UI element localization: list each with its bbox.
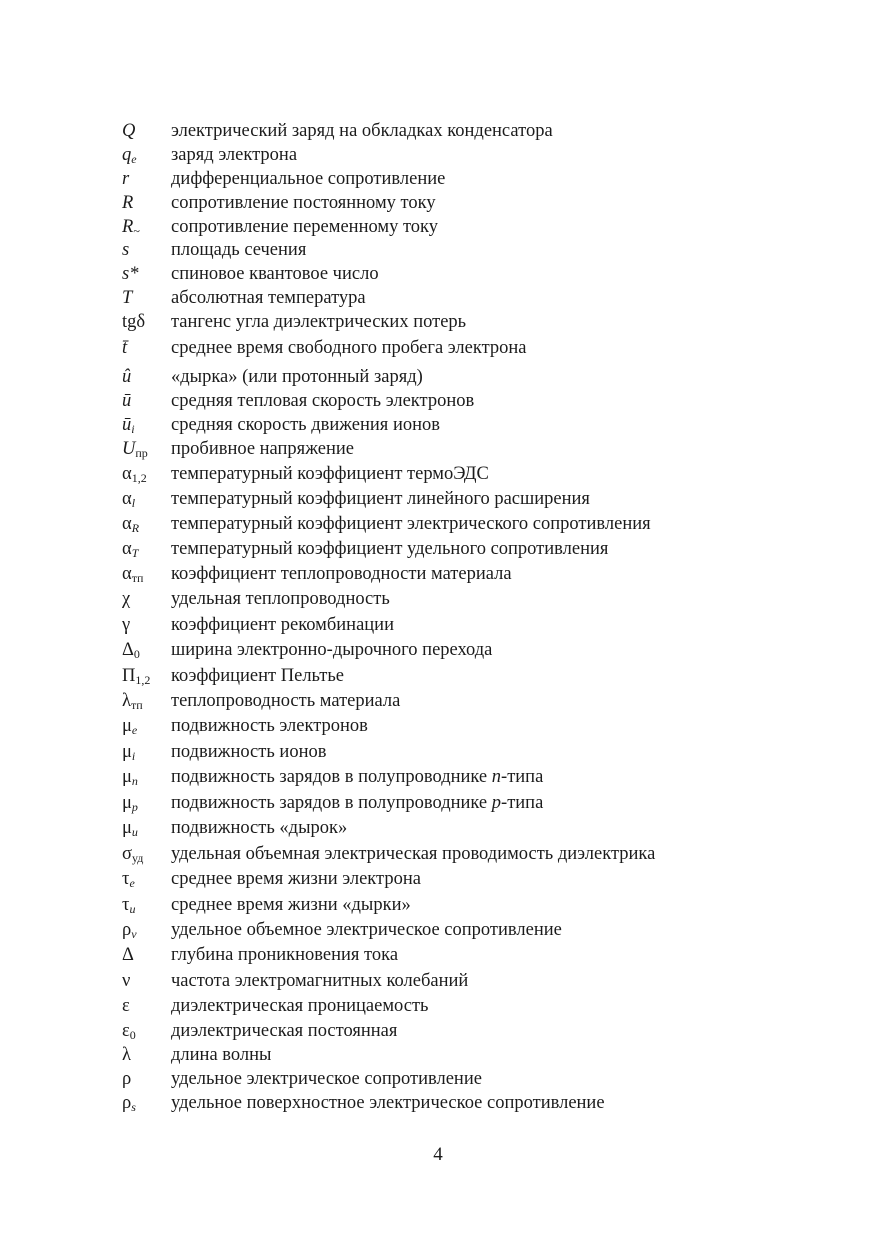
glossary-description: удельное электрическое сопротивление (171, 1069, 482, 1089)
glossary-symbol (122, 613, 130, 637)
glossary-symbol-subscript: тп (131, 571, 144, 585)
glossary-symbol (122, 842, 143, 870)
glossary-symbol-main: t̄ (122, 338, 128, 358)
glossary-description: ширина электронно-дырочного перехода (171, 640, 493, 660)
glossary-symbol (122, 487, 135, 515)
glossary-symbol-subscript: s (131, 1100, 136, 1114)
glossary-symbol-main: Δ (122, 640, 134, 660)
glossary-description: удельное поверхностное электрическое сопротивление (171, 1093, 605, 1113)
glossary-row (0, 365, 876, 389)
glossary-symbol (122, 994, 130, 1018)
glossary-row (0, 714, 876, 738)
glossary-symbol-subscript: тп (130, 698, 143, 712)
glossary-row (0, 1019, 876, 1043)
glossary-row (0, 437, 876, 461)
glossary-symbol-main: α (122, 464, 132, 484)
glossary-description: сопротивление постоянному току (171, 193, 436, 213)
glossary-symbol (122, 389, 131, 413)
glossary-row (0, 867, 876, 891)
glossary-symbol-subscript: u (129, 902, 136, 916)
glossary-row (0, 994, 876, 1018)
glossary-description: удельная объемная электрическая проводимость диэлектрика (171, 844, 656, 864)
glossary-symbol-main: τ (122, 869, 130, 889)
glossary-symbol-main: Q (122, 121, 136, 141)
glossary-symbol-main: s* (122, 264, 139, 284)
glossary-symbol-main: μ (122, 742, 132, 762)
glossary-symbol-main: r (122, 169, 130, 189)
glossary-description: температурный коэффициент линейного расширения (171, 489, 590, 509)
glossary-symbol-main: μ (122, 793, 132, 813)
glossary-symbol-main: s (122, 240, 130, 260)
glossary-row (0, 413, 876, 437)
glossary-symbol-main: ρ (122, 1069, 132, 1089)
glossary-description: заряд электрона (171, 145, 298, 165)
glossary-symbol (122, 765, 138, 793)
glossary-symbol-main: R (122, 193, 134, 213)
glossary-symbol-subscript: 0 (133, 647, 140, 661)
glossary-symbol (122, 638, 140, 666)
glossary-symbol-subscript: 1,2 (135, 673, 151, 687)
glossary-symbol-subscript: l (131, 496, 136, 510)
glossary-description: сопротивление переменному току (171, 217, 439, 237)
glossary-description: тангенс угла диэлектрических потерь (171, 312, 467, 332)
glossary-description: подвижность электронов (171, 716, 368, 736)
glossary-description: глубина проникновения тока (171, 945, 399, 965)
glossary-symbol-main: ε (122, 996, 130, 1016)
glossary-row (0, 765, 876, 789)
glossary-symbol (122, 562, 143, 590)
glossary-row (0, 1067, 876, 1091)
glossary-symbol (122, 537, 138, 565)
glossary-description: коэффициент теплопроводности материала (171, 564, 512, 584)
glossary-row (0, 191, 876, 215)
glossary-description: площадь сечения (171, 240, 307, 260)
glossary-symbol (122, 1091, 136, 1119)
glossary-symbol-subscript: T (131, 546, 139, 560)
glossary-row (0, 336, 876, 360)
glossary-row (0, 613, 876, 637)
glossary-description: подвижность зарядов в полупроводнике n-типа (171, 767, 544, 787)
glossary-row (0, 893, 876, 917)
glossary-symbol-subscript: пр (135, 446, 148, 460)
glossary-description: диэлектрическая проницаемость (171, 996, 429, 1016)
glossary-symbol (122, 918, 137, 946)
glossary-description: коэффициент рекомбинации (171, 615, 394, 635)
glossary-row (0, 512, 876, 536)
glossary-symbol-subscript: 0 (129, 1028, 136, 1042)
glossary-symbol (122, 816, 138, 844)
glossary-row (0, 943, 876, 967)
glossary-description: температурный коэффициент электрического сопротивления (171, 514, 651, 534)
glossary-symbol (122, 119, 135, 143)
glossary-symbol-main: τ (122, 895, 130, 915)
glossary-symbol-main: ū (122, 391, 132, 411)
glossary-symbol-subscript: R (131, 521, 140, 535)
glossary-description: электрический заряд на обкладках конденсатора (171, 121, 553, 141)
glossary-symbol (122, 1043, 131, 1067)
glossary-row (0, 487, 876, 511)
glossary-description: диэлектрическая постоянная (171, 1021, 398, 1041)
glossary-symbol-main: α (122, 489, 132, 509)
glossary-symbol (122, 867, 135, 895)
glossary-symbol (122, 943, 134, 967)
page-number: 4 (433, 1144, 443, 1165)
glossary-row (0, 389, 876, 413)
glossary-description: спиновое квантовое число (171, 264, 379, 284)
glossary-description: температурный коэффициент термоЭДС (171, 464, 489, 484)
glossary-description: удельная теплопроводность (171, 589, 390, 609)
glossary-symbol-main: μ (122, 818, 132, 838)
glossary-symbol-main: ū (122, 415, 132, 435)
glossary-symbol (122, 714, 137, 742)
glossary-symbol-main: μ (122, 716, 132, 736)
glossary-symbol-main: tgδ (122, 312, 146, 332)
glossary-symbol-main: ε (122, 1021, 130, 1041)
glossary-symbol-main: û (122, 367, 132, 387)
glossary-symbol (122, 336, 127, 360)
glossary-row (0, 638, 876, 662)
glossary-symbol-main: U (122, 439, 136, 459)
glossary-symbol-subscript: e (131, 152, 137, 166)
glossary-description: теплопроводность материала (171, 691, 401, 711)
glossary-symbol (122, 462, 147, 490)
glossary-symbol-main: R (122, 217, 134, 237)
glossary-row (0, 562, 876, 586)
glossary-symbol-main: T (122, 288, 133, 308)
glossary-symbol (122, 365, 131, 389)
glossary-description: среднее время жизни электрона (171, 869, 421, 889)
glossary-symbol (122, 969, 130, 993)
glossary-symbol-main: ρ (122, 920, 132, 940)
glossary-description: дифференциальное сопротивление (171, 169, 446, 189)
glossary-description: подвижность ионов (171, 742, 327, 762)
glossary-description: среднее время свободного пробега электрона (171, 338, 527, 358)
glossary-description: «дырка» (или протонный заряд) (171, 367, 423, 387)
glossary-description: подвижность зарядов в полупроводнике p-типа (171, 793, 544, 813)
glossary-row (0, 664, 876, 688)
glossary-symbol (122, 689, 143, 717)
glossary-symbol (122, 310, 145, 334)
glossary-symbol-main: λ (122, 691, 131, 711)
glossary-description: средняя тепловая скорость электронов (171, 391, 475, 411)
glossary-row (0, 1091, 876, 1115)
glossary-row (0, 462, 876, 486)
glossary-description: длина волны (171, 1045, 272, 1065)
glossary-symbol-main: П (122, 666, 136, 686)
glossary-symbol-subscript: v (131, 927, 137, 941)
glossary-symbol-main: ρ (122, 1093, 132, 1113)
glossary-symbol-main: α (122, 564, 132, 584)
glossary-description: средняя скорость движения ионов (171, 415, 440, 435)
glossary-symbol-main: λ (122, 1045, 131, 1065)
glossary-row (0, 740, 876, 764)
glossary-row (0, 791, 876, 815)
glossary-symbol (122, 191, 133, 215)
glossary-description: пробивное напряжение (171, 439, 354, 459)
glossary-symbol (122, 286, 132, 310)
glossary-row (0, 537, 876, 561)
glossary-row (0, 119, 876, 143)
glossary-symbol (122, 1067, 131, 1091)
glossary-symbol-main: ν (122, 971, 131, 991)
glossary-row (0, 969, 876, 993)
glossary-description: коэффициент Пельтье (171, 666, 345, 686)
glossary-symbol (122, 791, 138, 819)
glossary-symbol (122, 262, 138, 286)
glossary-description: температурный коэффициент удельного сопротивления (171, 539, 609, 559)
glossary-symbol-main: σ (122, 844, 132, 864)
glossary-symbol-subscript: 1,2 (131, 471, 147, 485)
glossary-row (0, 215, 876, 239)
glossary-symbol-main: q (122, 145, 132, 165)
glossary-symbol-subscript: u (131, 825, 138, 839)
glossary-description: удельное объемное электрическое сопротивление (171, 920, 562, 940)
glossary-row (0, 842, 876, 866)
glossary-row (0, 262, 876, 286)
glossary-row (0, 286, 876, 310)
glossary-symbol-subscript: i (131, 749, 136, 763)
glossary-symbol (122, 512, 139, 540)
glossary-symbol (122, 238, 129, 262)
glossary-symbol-subscript: ~ (133, 224, 140, 238)
glossary-row (0, 238, 876, 262)
glossary-description: подвижность «дырок» (171, 818, 348, 838)
glossary-symbol-main: Δ (122, 945, 134, 965)
glossary-row (0, 689, 876, 713)
glossary-row (0, 167, 876, 191)
glossary-row (0, 143, 876, 167)
glossary-symbol-subscript: n (131, 774, 138, 788)
glossary-symbol-subscript: e (129, 876, 135, 890)
glossary-description: частота электромагнитных колебаний (171, 971, 469, 991)
glossary-symbol-subscript: p (131, 800, 138, 814)
glossary-symbol-subscript: e (131, 723, 138, 737)
glossary-symbol (122, 740, 135, 768)
glossary-symbol-main: α (122, 514, 132, 534)
glossary-symbol-main: χ (122, 589, 131, 609)
glossary-row (0, 1043, 876, 1067)
glossary-description: среднее время жизни «дырки» (171, 895, 411, 915)
glossary-symbol (122, 167, 129, 191)
glossary-row (0, 816, 876, 840)
glossary-symbol (122, 664, 150, 692)
glossary-description: абсолютная температура (171, 288, 366, 308)
glossary-symbol-main: γ (122, 615, 131, 635)
glossary-symbol (122, 587, 130, 611)
glossary-symbol (122, 437, 148, 465)
glossary-row (0, 918, 876, 942)
glossary-row (0, 587, 876, 611)
glossary-symbol-main: α (122, 539, 132, 559)
glossary-symbol-subscript: уд (131, 851, 144, 865)
glossary-symbol (122, 893, 135, 921)
glossary-symbol-subscript: i (131, 422, 135, 436)
glossary-row (0, 310, 876, 334)
glossary-symbol-main: μ (122, 767, 132, 787)
